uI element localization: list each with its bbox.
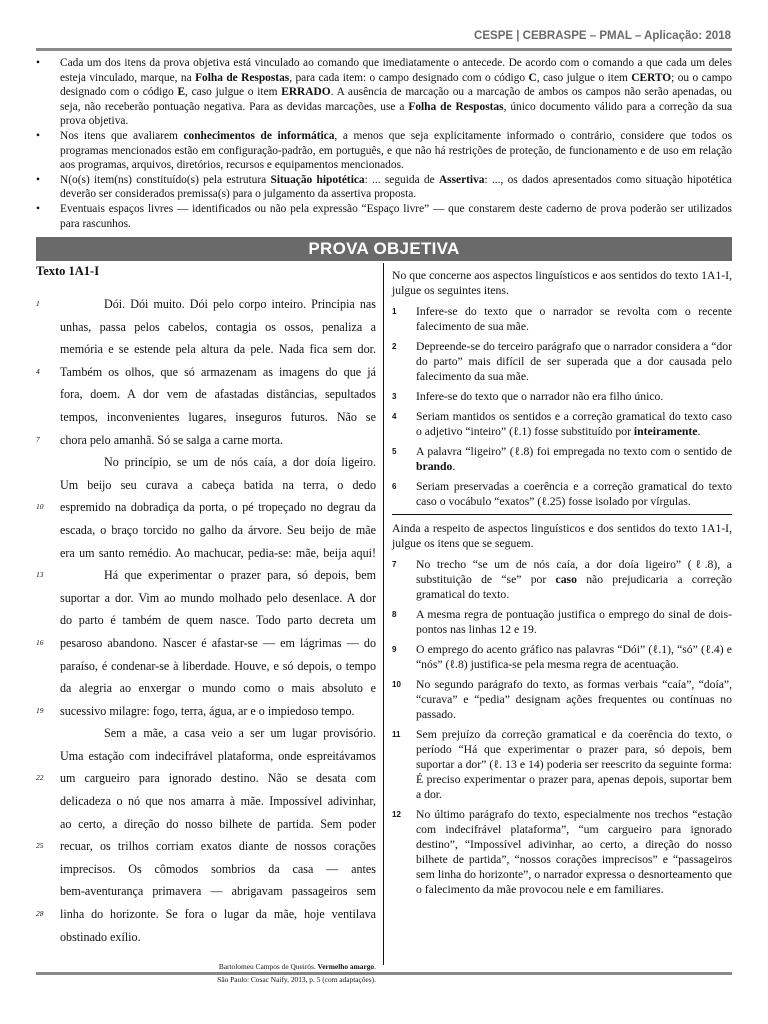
text-segment: N(o(s) item(ns) constituído(s) pela estrutura <box>60 173 271 186</box>
line-text: recuar, os trilhos corriam exatos diante de nossos corações <box>60 839 376 854</box>
question-item <box>392 677 732 722</box>
passage-line <box>36 813 376 836</box>
line-text: ao certo, a direção do nosso bilhete de partida. Sem poder <box>60 816 376 831</box>
question-text <box>416 678 732 721</box>
question-number: 12 <box>392 810 401 819</box>
question-text <box>416 410 732 438</box>
line-text: Sem a mãe, a casa veio a ser um lugar provisório. <box>104 726 376 741</box>
passage-body <box>36 293 376 948</box>
passage-line <box>36 903 376 926</box>
line-text: espremido na dobradiça da porta, o pé tropeçado no degrau da <box>60 500 376 515</box>
instruction-item <box>36 56 732 129</box>
passage-line <box>36 677 376 700</box>
text-segment: Infere-se do texto que o narrador não era filho único. <box>416 390 664 403</box>
line-text: Há que experimentar o prazer para, só depois, bem <box>104 568 376 583</box>
instruction-item <box>36 202 732 231</box>
line-number: 4 <box>36 366 40 376</box>
passage-line <box>36 564 376 587</box>
line-text: Uma estação com indecifrável plataforma, onde espreitávamos <box>60 748 376 763</box>
question-text <box>416 558 732 601</box>
source-author: Bartolomeu Campos de Queirós. <box>218 962 318 972</box>
bold-text: E <box>177 86 186 99</box>
passage-line <box>36 293 376 316</box>
exam-header: CESPE | CEBRASPE – PMAL – Aplicação: 2018 <box>474 30 731 42</box>
passage-title: Texto 1A1-I <box>36 264 100 278</box>
line-number: 28 <box>36 909 44 919</box>
passage-line <box>36 609 376 632</box>
text-segment: , a menos que seja explicitamente informado o contrário, considere que todos os programas mencionados estão em configuração-padrão, em português, e que não há restrições de proteção, de funcionamento e de uso em relação aos programas, arquivos, diretórios, recursos e equipamentos mencionados. <box>60 129 732 172</box>
text-segment: . A ausência de marcação ou a marcação de ambos os campos não serão apenadas, ou seja, não receberão pontuação negativa. Para as devidas marcações, use a <box>60 86 732 113</box>
passage-line <box>36 316 376 339</box>
passage-line <box>36 406 376 429</box>
text-segment: No último parágrafo do texto, especialmente nos trechos “estação com indecifrável plataforma”, “um cargueiro para ignorado destino”, “Impossível adivinhar, ao certo, a direção do nosso bilhete de partida”, “nossos corações imprecisos” e “passageiros sem linha do horizonte”, o narrador expressa o desnorteamento que o falecimento da mãe provocou nele e em familiares. <box>416 808 732 896</box>
question-item <box>392 807 732 897</box>
passage-line <box>36 835 376 858</box>
passage-line <box>36 496 376 519</box>
passage-line <box>36 361 376 384</box>
line-text: Dói. Dói muito. Dói pelo corpo inteiro. Principia nas <box>104 297 376 311</box>
bold-text: Assertiva <box>438 173 485 186</box>
text-segment: , caso julgue o item <box>536 71 632 84</box>
text-segment: Depreende-se do terceiro parágrafo que o narrador considera a “dor do parto” mais difícil de ser superada que a dor causada pelo falecimento da sua mãe. <box>416 340 732 383</box>
passage-line <box>36 926 376 949</box>
text-segment: Seriam preservadas a coerência e a correção gramatical do texto caso o vocábulo “exatos” (ℓ.25) fosse isolado por vírgulas. <box>416 480 732 508</box>
line-text: paraíso, é condenar-se à liberdade. Houve, e só depois, o tempo <box>60 658 376 673</box>
question-item <box>392 339 732 384</box>
question-number: 11 <box>392 730 401 739</box>
text-segment: , caso julgue o item <box>185 86 282 99</box>
text-segment: No trecho “se um de nós caía, a dor doía ligeiro” (ℓ.8), a substituição de “se” por <box>416 558 732 586</box>
text-segment: não prejudicaria a correção gramatical do texto. <box>416 573 732 601</box>
line-number: 13 <box>36 570 44 580</box>
text-segment: Infere-se do texto que o narrador se revolta com o recente falecimento de sua mãe. <box>416 305 732 333</box>
text-segment: Seriam mantidos os sentidos e a correção gramatical do texto caso o adjetivo “inteiro” (ℓ.1) fosse substituído por <box>416 410 732 438</box>
line-text: imprecisos. Os cômodos sombrios da casa — antes <box>60 861 376 876</box>
passage-line <box>36 722 376 745</box>
source-period: . <box>374 962 376 972</box>
instruction-item <box>36 173 732 202</box>
text-segment: : ... seguida de <box>364 173 439 186</box>
question-number: 10 <box>392 680 401 689</box>
text-segment: A palavra “ligeiro” (ℓ.8) foi empregada no texto com o sentido de <box>416 445 732 458</box>
text-segment: Eventuais espaços livres — identificados ou não pela expressão “Espaço livre” — que constarem deste caderno de prova poderão ser utilizados para rascunhos. <box>60 202 732 230</box>
text-segment: Sem prejuízo da correção gramatical e da coerência do texto, o período “Há que experimentar o prazer para, só depois, bem suportar a dor” (ℓ. 13 e 14) poderia ser reescrito da seguinte forma: É preciso experimentar o prazer para, apenas depois, suportar bem a dor. <box>416 728 732 801</box>
passage-line <box>36 542 376 565</box>
text-segment: Nos itens que avaliarem <box>60 129 184 142</box>
bullet-icon: • <box>36 202 40 215</box>
bullet-icon: • <box>36 129 40 142</box>
passage-line <box>36 383 376 406</box>
question-number: 6 <box>392 482 397 491</box>
question-number: 5 <box>392 447 397 456</box>
line-text: bem-aventurança primavera — abrigavam passageiros sem <box>60 884 376 899</box>
question-text <box>416 390 663 403</box>
bold-text: ERRADO <box>281 86 331 99</box>
line-text: chora pelo amanhã. Só se salga a carne morta. <box>60 432 283 447</box>
passage-line <box>36 745 376 768</box>
text-segment: A mesma regra de pontuação justifica o emprego do sinal de dois-pontos nas linhas 12 e 19. <box>416 608 732 636</box>
bold-text: C <box>528 71 537 84</box>
question-number: 8 <box>392 610 397 619</box>
bullet-icon: • <box>36 173 40 186</box>
line-text: memória e se estende pela altura da pele. Nada fica sem dor. <box>60 342 376 357</box>
passage-line <box>36 519 376 542</box>
question-number: 2 <box>392 342 397 351</box>
passage-column <box>36 264 376 986</box>
block2-items <box>392 557 732 897</box>
line-text: tempos, inconvenientes lugares, inseguros futuros. Não se <box>60 409 376 424</box>
question-item <box>392 444 732 474</box>
block1-items <box>392 304 732 509</box>
line-text: linha do horizonte. Se fora o lugar da mãe, hoje ventilava <box>60 907 376 922</box>
question-item <box>392 642 732 672</box>
source-book: Vermelho amargo <box>317 962 375 972</box>
question-number: 4 <box>392 412 397 421</box>
line-text: do parto é também de quem nasce. Todo parto decreta um <box>60 613 376 628</box>
block2-intro: Ainda a respeito de aspectos linguísticos e dos sentidos do texto 1A1-I, julgue os itens que se seguem. <box>392 522 732 550</box>
instruction-item <box>36 129 732 173</box>
line-number: 16 <box>36 637 44 647</box>
question-number: 7 <box>392 560 397 569</box>
passage-line <box>36 790 376 813</box>
bold-text: Folha de Respostas <box>408 100 504 113</box>
passage-line <box>36 451 376 474</box>
passage-line <box>36 587 376 610</box>
question-item <box>392 304 732 334</box>
bold-text: brando <box>416 460 453 473</box>
line-number: 19 <box>36 705 44 715</box>
line-text: um cargueiro para ignorado destino. Não se desata com <box>60 771 376 786</box>
question-text <box>416 340 732 383</box>
questions-column <box>392 268 732 902</box>
bold-text: Folha de Respostas <box>195 71 290 84</box>
line-text: obstinado exílio. <box>60 929 141 944</box>
text-segment: , para cada item: o campo designado com o código <box>289 71 529 84</box>
question-text <box>416 305 732 333</box>
question-item <box>392 557 732 602</box>
line-text: suportar a dor. Vim ao mundo molhado pelo desenlace. A dor <box>60 590 376 605</box>
question-item <box>392 409 732 439</box>
line-text: era um santo remédio. Ao machucar, pedia-se: mãe, beija aqui! <box>60 545 376 560</box>
passage-line <box>36 474 376 497</box>
line-text: Também os olhos, que só armazenam as imagens do que já <box>60 364 376 379</box>
line-text: Um beijo seu curava a cabeça batida na terra, o dedo <box>60 477 376 492</box>
text-segment: Cada um dos itens da prova objetiva está vinculado ao comando que imediatamente o antecede. De acordo com o comando a que cada um deles esteja vinculado, marque, na <box>60 57 732 84</box>
text-segment: . <box>697 425 701 438</box>
line-text: No princípio, se um de nós caía, a dor doía ligeiro. <box>104 455 376 470</box>
passage-line <box>36 858 376 881</box>
question-text <box>416 808 732 896</box>
source-line-2: São Paulo: Cosac Naify, 2013, p. 5 (com adaptações). <box>217 975 376 985</box>
question-text <box>416 643 732 671</box>
line-number: 25 <box>36 841 44 851</box>
text-segment: . <box>452 460 456 473</box>
line-text: da alegria ao enxergar o mundo como o mais absoluto e <box>60 681 376 696</box>
bottom-divider <box>36 972 732 975</box>
question-number: 3 <box>392 392 397 401</box>
text-segment: : ..., os dados apresentados como situação hipotética deverão ser considerados premissa(s) para o julgamento da assertiva proposta. <box>60 173 732 201</box>
passage-line <box>36 700 376 723</box>
passage-line <box>36 632 376 655</box>
line-text: sucessivo milagre: fogo, terra, água, ar e o impiedoso tempo. <box>60 703 355 718</box>
text-segment: , único documento válido para a correção da sua prova objetiva. <box>60 100 732 128</box>
section-banner: PROVA OBJETIVA <box>36 237 732 261</box>
question-text <box>416 445 732 473</box>
line-number: 7 <box>36 434 40 444</box>
text-segment: O emprego do acento gráfico nas palavras “Dói” (ℓ.1), “só” (ℓ.4) e “nós” (ℓ.8) justifica-se pela mesma regra de acentuação. <box>416 643 732 671</box>
bold-text: inteiramente <box>633 425 698 438</box>
line-text: pesaroso abandono. Nascer é afastar-se — em lágrimas — do <box>60 635 376 650</box>
line-text: escada, o braço torcido no galho da árvore. Seu beijo de mãe <box>60 522 376 537</box>
question-text <box>416 728 732 801</box>
question-item <box>392 389 732 404</box>
line-text: unhas, passa pelos cabelos, contagia os ossos, penaliza a <box>60 319 376 334</box>
bold-text: CERTO <box>631 71 672 84</box>
passage-line <box>36 767 376 790</box>
passage-line <box>36 338 376 361</box>
passage-line <box>36 880 376 903</box>
question-text <box>416 480 732 508</box>
question-item <box>392 607 732 637</box>
question-item <box>392 479 732 509</box>
block1-intro: No que concerne aos aspectos linguísticos e aos sentidos do texto 1A1-I, julgue os seguintes itens. <box>392 269 732 297</box>
line-number: 1 <box>36 299 40 308</box>
line-number: 22 <box>36 773 44 783</box>
block-separator <box>392 514 732 515</box>
bold-text: Situação hipotética <box>270 173 365 186</box>
question-text <box>416 608 732 636</box>
line-text: delicadeza o nó que nos amarra à mãe. Impossível adivinhar, <box>60 794 376 809</box>
top-divider <box>36 48 732 51</box>
bold-text: conhecimentos de informática <box>183 129 335 142</box>
question-number: 9 <box>392 645 397 654</box>
line-number: 10 <box>36 502 44 512</box>
instructions-list <box>36 56 732 231</box>
column-divider <box>383 263 384 965</box>
question-item <box>392 727 732 802</box>
text-segment: No segundo parágrafo do texto, as formas verbais “caía”, “doía”, “curava” e “pedia” designam ações frequentes ou contínuas no passado. <box>416 678 732 721</box>
passage-line <box>36 655 376 678</box>
bullet-icon: • <box>36 57 40 69</box>
text-segment: ; ou o campo designado com o código <box>60 71 732 99</box>
passage-line <box>36 429 376 452</box>
bold-text: caso <box>555 573 577 586</box>
line-text: fora, doem. A dor vem de afastadas distâncias, sepultados <box>60 387 376 402</box>
question-number: 1 <box>392 307 397 316</box>
